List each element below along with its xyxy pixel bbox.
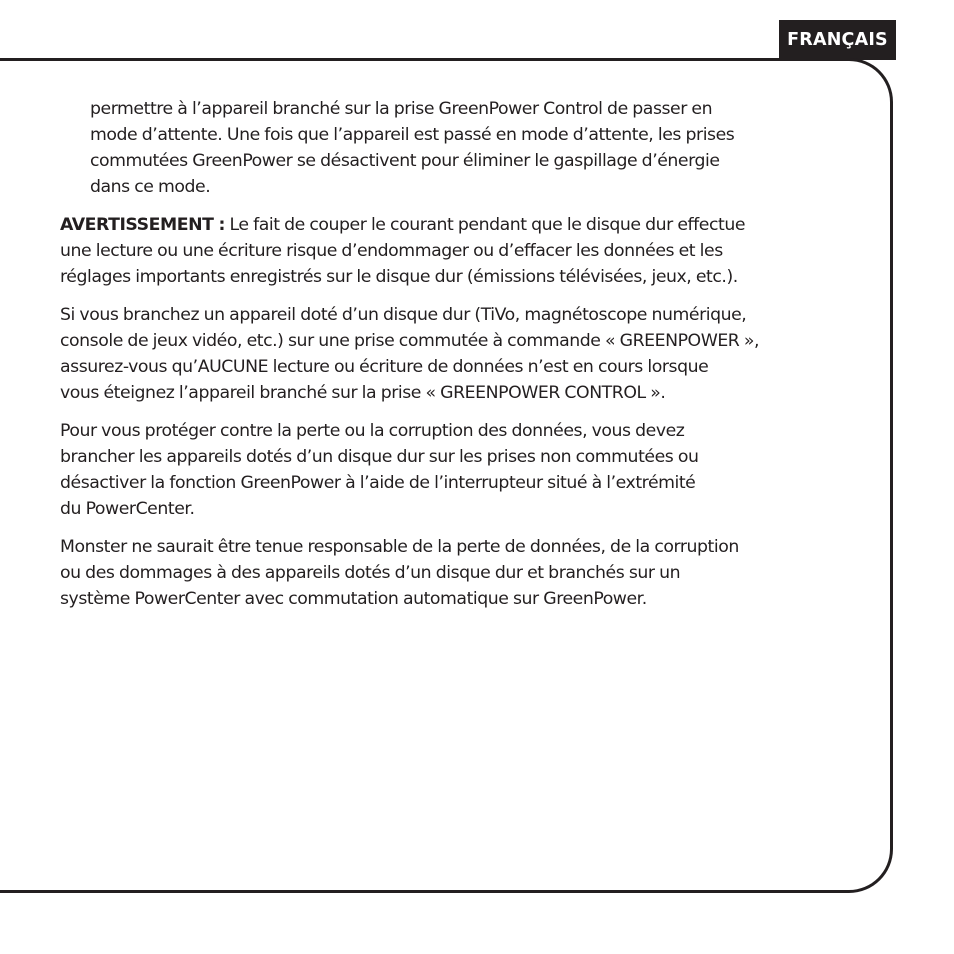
- text-line: vous éteignez l’appareil branché sur la prise « GREENPOWER CONTROL ».: [60, 383, 666, 403]
- text-line: assurez-vous qu’AUCUNE lecture ou écriture de données n’est en cours lorsque: [60, 357, 709, 377]
- text-line: dans ce mode.: [90, 177, 211, 197]
- page-content: [60, 96, 870, 624]
- continued-paragraph: [60, 96, 870, 200]
- text-line: Pour vous protéger contre la perte ou la corruption des données, vous devez: [60, 421, 685, 441]
- text-line: Le fait de couper le courant pendant que le disque dur effectue: [224, 215, 746, 235]
- text-line: désactiver la fonction GreenPower à l’aide de l’interrupteur situé à l’extrémité: [60, 473, 696, 493]
- text-line: console de jeux vidéo, etc.) sur une prise commutée à commande « GREENPOWER »,: [60, 331, 760, 351]
- text-line: brancher les appareils dotés d’un disque dur sur les prises non commutées ou: [60, 447, 699, 467]
- text-line: permettre à l’appareil branché sur la prise GreenPower Control de passer en: [90, 99, 713, 119]
- protection-paragraph: [60, 418, 870, 522]
- text-line: mode d’attente. Une fois que l’appareil est passé en mode d’attente, les prises: [90, 125, 735, 145]
- warning-label: AVERTISSEMENT :: [60, 215, 225, 235]
- text-line: réglages importants enregistrés sur le disque dur (émissions télévisées, jeux, etc.).: [60, 267, 738, 287]
- text-line: Monster ne saurait être tenue responsable de la perte de données, de la corruption: [60, 537, 739, 557]
- text-line: Si vous branchez un appareil doté d’un disque dur (TiVo, magnétoscope numérique,: [60, 305, 747, 325]
- language-tab: FRANÇAIS: [779, 20, 896, 60]
- liability-paragraph: [60, 534, 870, 612]
- text-line: du PowerCenter.: [60, 499, 195, 519]
- text-line: système PowerCenter avec commutation automatique sur GreenPower.: [60, 589, 647, 609]
- text-line: ou des dommages à des appareils dotés d’un disque dur et branchés sur un: [60, 563, 681, 583]
- warning-paragraph: [60, 212, 870, 290]
- text-line: une lecture ou une écriture risque d’endommager ou d’effacer les données et les: [60, 241, 723, 261]
- dvr-paragraph: [60, 302, 870, 406]
- text-line: commutées GreenPower se désactivent pour éliminer le gaspillage d’énergie: [90, 151, 720, 171]
